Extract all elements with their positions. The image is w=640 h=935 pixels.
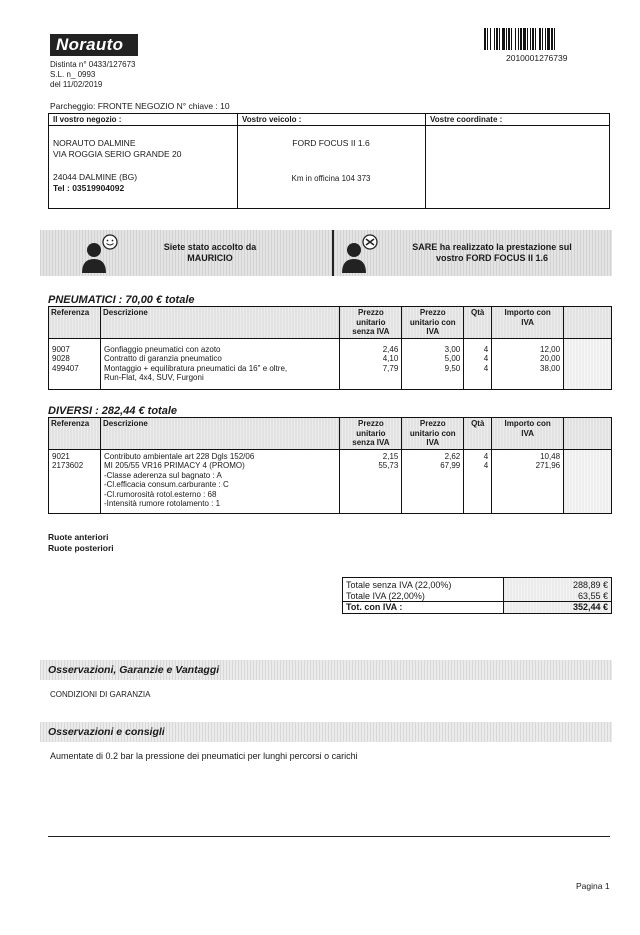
info-boxes bbox=[48, 113, 610, 209]
store-info bbox=[53, 138, 181, 208]
misc-section-title bbox=[48, 405, 177, 417]
service-line: SARE ha realizzato la prestazione sul bbox=[412, 242, 572, 252]
barcode-number: 2010001276739 bbox=[506, 53, 568, 63]
footer-divider bbox=[48, 836, 610, 837]
col-unit-price: Prezzo unitario senza IVA bbox=[340, 307, 402, 339]
page-number: Pagina 1 bbox=[576, 881, 610, 891]
col-blank bbox=[564, 307, 612, 339]
col-desc: Descrizione bbox=[100, 307, 339, 339]
table-header-row bbox=[49, 307, 612, 339]
col-qty: Qtà bbox=[464, 418, 492, 450]
service-banner bbox=[40, 230, 612, 276]
barcode-bar bbox=[555, 28, 557, 50]
col-unit-price-vat: Prezzo unitario con IVA bbox=[402, 418, 464, 450]
store-city: 24044 DALMINE (BG) bbox=[53, 172, 138, 182]
col-blank bbox=[564, 418, 612, 450]
store-header: Il vostro negozio : bbox=[53, 115, 122, 124]
col-desc: Descrizione bbox=[100, 418, 339, 450]
observations-band bbox=[40, 660, 612, 680]
totals-row bbox=[343, 602, 612, 614]
subtotal-value: 288,89 € bbox=[504, 578, 612, 591]
totals-row bbox=[343, 591, 612, 602]
mechanic-person-icon bbox=[340, 233, 382, 275]
welcome-name: MAURICIO bbox=[187, 253, 233, 263]
sl-number: S.L. n_ 0993 bbox=[50, 70, 96, 79]
col-amount: Importo con IVA bbox=[492, 418, 564, 450]
warranty-conditions: CONDIZIONI DI GARANZIA bbox=[50, 690, 151, 699]
total-label: Tot. con IVA : bbox=[343, 602, 504, 614]
vehicle-header: Vostro veicolo : bbox=[242, 115, 302, 124]
misc-title-text: DIVERSI : 282,44 € totale bbox=[48, 405, 177, 417]
vat-label: Totale IVA (22,00%) bbox=[343, 591, 504, 602]
table-row: 9021 Contributo ambientale art 228 Dgls 152/06 2,15 2,62 4 10,48 bbox=[49, 452, 612, 462]
tyre-label-detail: -Cl.efficacia consum.carburante : C bbox=[103, 480, 229, 490]
front-wheels: Ruote anteriori bbox=[48, 532, 109, 542]
table-row: 9007 Gonfiaggio pneumatici con azoto 2,46 3,00 4 12,00 bbox=[49, 345, 612, 355]
smiley-person-icon bbox=[80, 233, 122, 275]
welcome-line: Siete stato accolto da bbox=[163, 242, 257, 252]
subtotal-label: Totale senza IVA (22,00%) bbox=[343, 578, 504, 591]
table-row: 2173602 MI 205/55 VR16 PRIMACY 4 (PROMO) -Classe aderenza sul bagnato : A -Cl.efficacia consum.carburante : C -Cl.rumorosità rotol.esterno : 68 -Intensità rumore rotolamento : 1 55,73 67,99 4 271,96 bbox=[49, 461, 612, 513]
observations-title: Osservazioni, Garanzie e Vantaggi bbox=[48, 664, 220, 676]
info-header-row bbox=[49, 114, 609, 126]
col-ref: Referenza bbox=[49, 307, 101, 339]
rear-wheels: Ruote posteriori bbox=[48, 543, 114, 553]
col-amount: Importo con IVA bbox=[492, 307, 564, 339]
total-value: 352,44 € bbox=[504, 602, 612, 614]
tyres-section-title bbox=[48, 294, 195, 306]
barcode bbox=[484, 28, 596, 50]
vehicle-km: Km in officina 104 373 bbox=[291, 174, 371, 183]
table-header-row bbox=[49, 418, 612, 450]
banner-divider bbox=[332, 230, 334, 276]
store-phone: Tel : 03519904092 bbox=[53, 183, 125, 193]
advice-text: Aumentate di 0.2 bar la pressione dei pneumatici per lunghi percorsi o carichi bbox=[50, 751, 358, 761]
coordinates-header: Vostre coordinate : bbox=[430, 115, 503, 124]
tyres-table bbox=[48, 306, 612, 390]
advice-title: Osservazioni e consigli bbox=[48, 726, 165, 738]
col-unit-price-vat: Prezzo unitario con IVA bbox=[402, 307, 464, 339]
welcome-text bbox=[140, 242, 280, 264]
totals-box bbox=[342, 577, 612, 614]
table-row: 499407 Montaggio + equilibratura pneumatici da 16" e oltre, Run-Flat, 4x4, SUV, Furgoni 7,79 9,50 4 38,00 bbox=[49, 364, 612, 383]
parking-info: Parcheggio: FRONTE NEGOZIO N° chiave : 10 bbox=[50, 101, 230, 111]
misc-table bbox=[48, 417, 612, 514]
spacer-row bbox=[49, 383, 612, 390]
table-row: 9028 Contratto di garanzia pneumatico 4,10 5,00 4 20,00 bbox=[49, 354, 612, 364]
totals-row bbox=[343, 578, 612, 591]
tyre-label-detail: -Classe aderenza sul bagnato : A bbox=[103, 470, 222, 480]
tyre-label-detail: -Intensità rumore rotolamento : 1 bbox=[103, 499, 221, 509]
store-address: VIA ROGGIA SERIO GRANDE 20 bbox=[53, 149, 182, 159]
service-vehicle: vostro FORD FOCUS II 1.6 bbox=[435, 253, 549, 263]
col-ref: Referenza bbox=[49, 418, 101, 450]
document-date: del 11/02/2019 bbox=[50, 80, 103, 89]
vehicle-model: FORD FOCUS II 1.6 bbox=[292, 138, 370, 148]
info-divider bbox=[237, 114, 238, 208]
col-unit-price: Prezzo unitario senza IVA bbox=[340, 418, 402, 450]
advice-band bbox=[40, 722, 612, 742]
store-name: NORAUTO DALMINE bbox=[53, 138, 136, 148]
tyres-title-text: PNEUMATICI : 70,00 € totale bbox=[48, 294, 195, 306]
norauto-logo: Norauto bbox=[50, 34, 138, 56]
info-divider bbox=[425, 114, 426, 208]
distinta-number: Distinta n° 0433/127673 bbox=[50, 60, 136, 69]
tyre-label-detail: -Cl.rumorosità rotol.esterno : 68 bbox=[103, 489, 217, 499]
col-qty: Qtà bbox=[464, 307, 492, 339]
vat-value: 63,55 € bbox=[504, 591, 612, 602]
service-text bbox=[392, 242, 592, 264]
